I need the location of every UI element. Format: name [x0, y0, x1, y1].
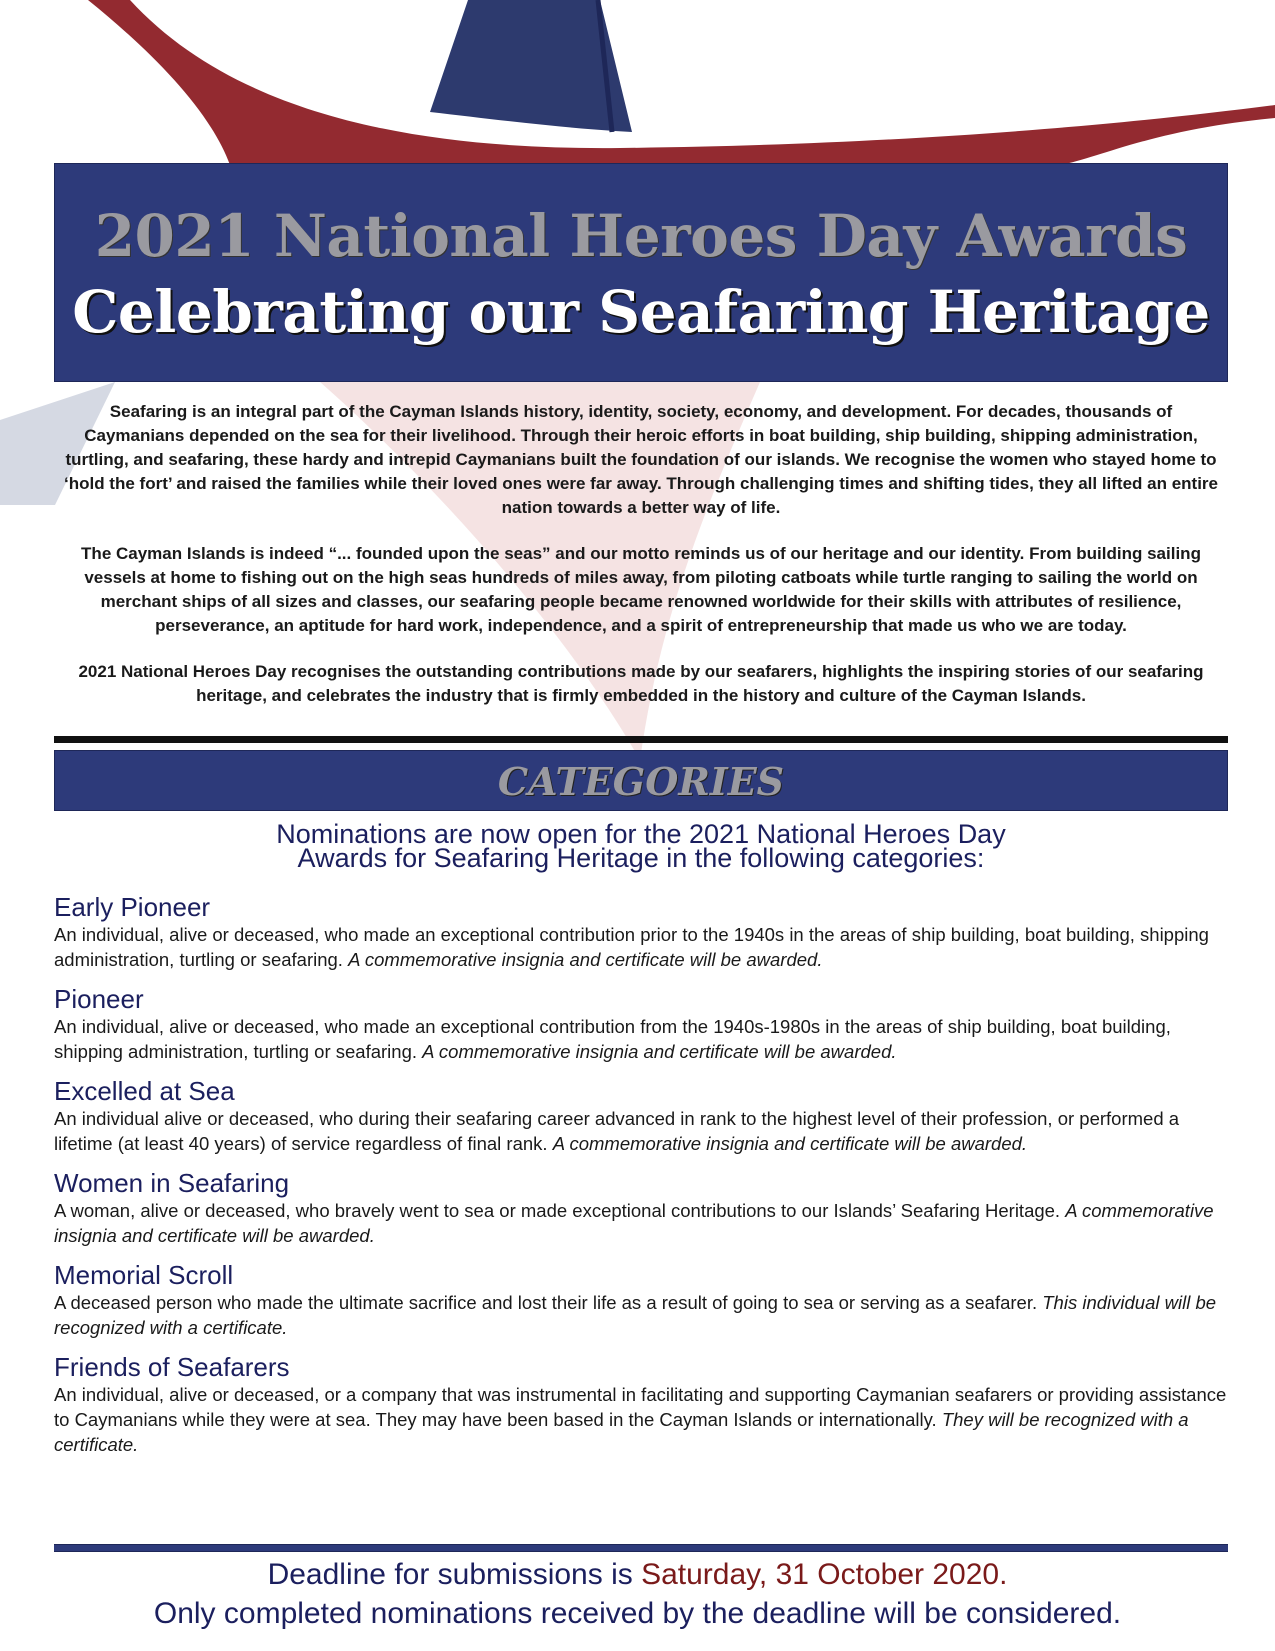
category-award: A commemorative insignia and certificate will be awarded. — [348, 949, 823, 970]
nominations-line: Awards for Seafaring Heritage in the following categories: — [297, 843, 985, 873]
category-desc: A woman, alive or deceased, who bravely went to sea or made exceptional contributions to our Islands’ Seafaring Heritage. — [54, 1200, 1061, 1221]
deadline-note: Only completed nominations received by the deadline will be considered. — [153, 1597, 1122, 1630]
category-item — [54, 892, 1234, 972]
title-banner — [54, 163, 1228, 382]
category-item — [54, 1076, 1234, 1156]
category-desc: An individual, alive or deceased, who made an exceptional contribution prior to the 1940s in the areas of ship building, boat building, shipping administration, turtling or seafaring. — [54, 924, 1209, 970]
category-name: Excelled at Sea — [54, 1076, 235, 1106]
page-title: 2021 National Heroes Day Awards — [94, 202, 1188, 270]
nominations-intro — [54, 819, 1228, 873]
category-item — [54, 984, 1234, 1064]
category-name: Pioneer — [54, 984, 144, 1014]
category-desc: An individual, alive or deceased, or a company that was instrumental in facilitating and supporting Caymanian seafarers or providing assistance to Caymanians while they were at sea. They may have been based in the Cayman Islands or internationally. — [54, 1384, 1227, 1430]
category-desc: An individual alive or deceased, who during their seafaring career advanced in rank to the highest level of their profession, or performed a lifetime (at least 40 years) of service regardless of final rank. — [54, 1108, 1180, 1154]
intro-paragraph: Seafaring is an integral part of the Cayman Islands history, identity, society, economy, and development. For decades, thousands of Caymanians depended on the sea for their livelihood. Through their heroic efforts in boat building, ship building, shipping administration, turtling, and seafaring, these hardy and intrepid Caymanians built the foundation of our islands. We recognise the women who stayed home to ‘hold the fort’ and raised the families while their loved ones were far away. Through challenging times and shifting tides, they all lifted an entire nation towards a better way of life. — [63, 402, 1219, 517]
category-award: A commemorative insignia and certificate will be awarded. — [422, 1041, 897, 1062]
red-sail-shape — [88, 0, 1275, 165]
category-list — [54, 892, 1234, 1469]
category-item — [54, 1260, 1234, 1340]
category-desc: An individual, alive or deceased, who made an exceptional contribution from the 1940s-1980s in the areas of ship building, boat building, shipping administration, turtling or seafaring. — [54, 1016, 1171, 1062]
category-name: Memorial Scroll — [54, 1260, 234, 1290]
category-name: Friends of Seafarers — [54, 1352, 290, 1382]
categories-banner — [54, 750, 1228, 811]
intro-paragraph: 2021 National Heroes Day recognises the outstanding contributions made by our seafarers, highlights the inspiring stories of our seafaring heritage, and celebrates the industry that is firmly embedded in the history and culture of the Cayman Islands. — [78, 662, 1204, 705]
category-item — [54, 1168, 1234, 1248]
nominations-line: Nominations are now open for the 2021 National Heroes Day — [276, 819, 1006, 849]
divider — [54, 1544, 1228, 1552]
category-item — [54, 1352, 1234, 1457]
deadline-date: Saturday, 31 October 2020. — [641, 1558, 1008, 1591]
deadline-prefix: Deadline for submissions is — [267, 1558, 633, 1591]
category-award: They will be recognized with a certificate. — [54, 1409, 1189, 1455]
intro-text — [60, 400, 1222, 730]
category-award: A commemorative insignia and certificate will be awarded. — [54, 1200, 1214, 1246]
category-name: Early Pioneer — [54, 892, 211, 922]
category-desc: A deceased person who made the ultimate sacrifice and lost their life as a result of going to sea or serving as a seafarer. — [54, 1292, 1038, 1313]
intro-paragraph: The Cayman Islands is indeed “... founded upon the seas” and our motto reminds us of our heritage and our identity. From building sailing vessels at home to fishing out on the high seas hundreds of miles away, from piloting catboats while turtle ranging to sailing the world on merchant ships of all sizes and classes, our seafaring people became renowned worldwide for their skills with attributes of resilience, perseverance, an aptitude for hard work, independence, and a spirit of entrepreneurship that made us who we are today. — [81, 544, 1201, 635]
page-subtitle: Celebrating our Seafaring Heritage — [72, 278, 1210, 346]
category-award: A commemorative insignia and certificate will be awarded. — [552, 1133, 1028, 1154]
divider — [54, 736, 1228, 743]
category-name: Women in Seafaring — [54, 1168, 290, 1198]
deadline-notice — [0, 1555, 1275, 1633]
categories-heading: CATEGORIES — [497, 759, 785, 804]
category-award: This individual will be recognized with a certificate. — [54, 1292, 1217, 1338]
